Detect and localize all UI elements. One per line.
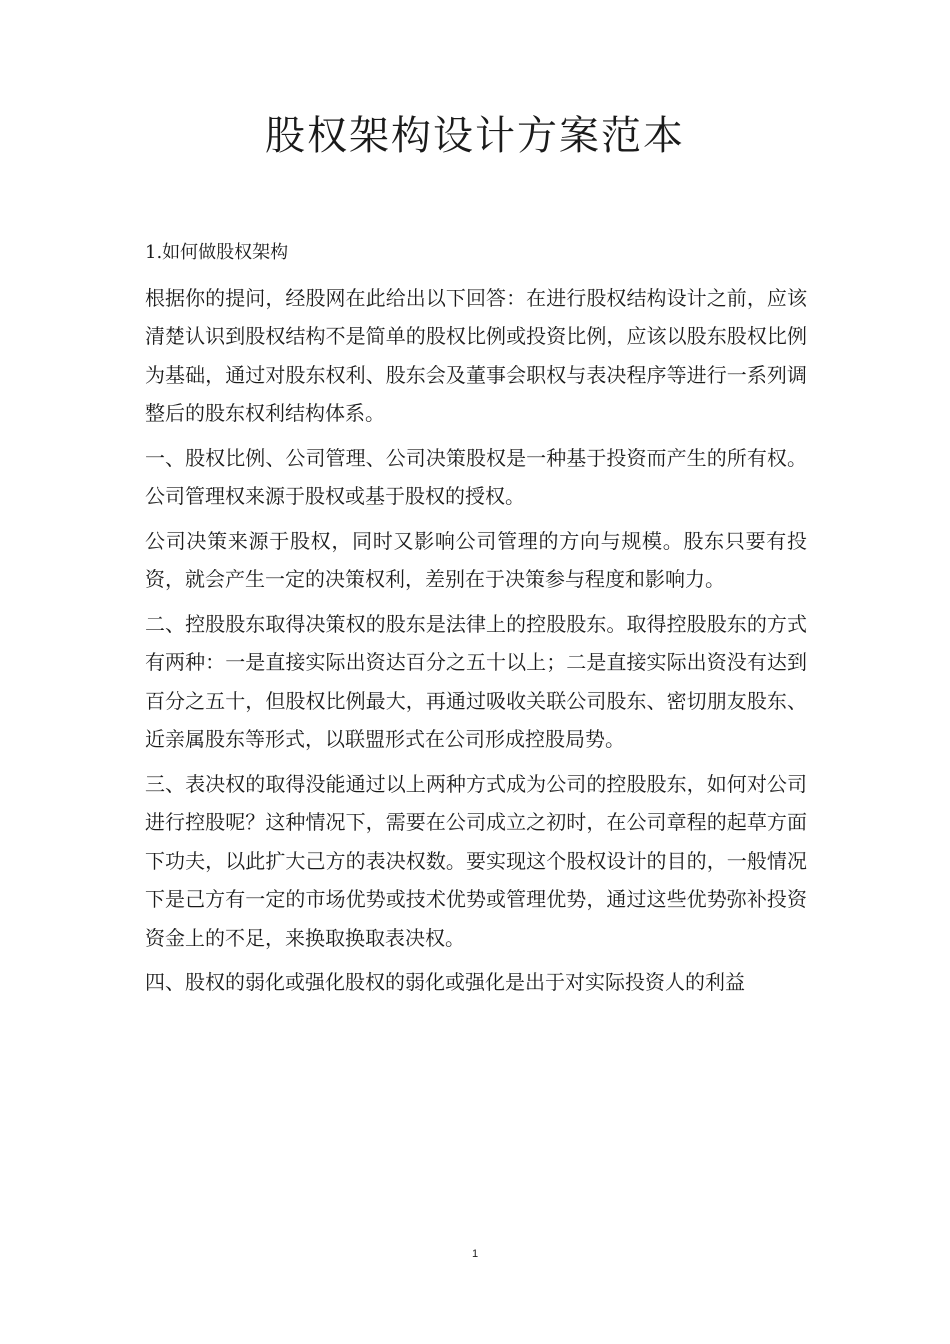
paragraph: 根据你的提问，经股网在此给出以下回答：在进行股权结构设计之前，应该清楚认识到股权结构不是简单的股权比例或投资比例，应该以股东股权比例为基础，通过对股东权利、股东会及董事会职权与表决程序等进行一系列调整后的股东权利结构体系。 bbox=[145, 285, 807, 425]
paragraph: 四、股权的弱化或强化股权的弱化或强化是出于对实际投资人的利益 bbox=[145, 970, 745, 994]
document-title: 股权架构设计方案范本 bbox=[265, 113, 685, 159]
section-heading: 1.如何做股权架构 bbox=[145, 242, 289, 263]
paragraph: 公司决策来源于股权，同时又影响公司管理的方向与规模。股东只要有投资，就会产生一定的决策权利，差别在于决策参与程度和影响力。 bbox=[145, 528, 807, 591]
paragraph: 三、表决权的取得没能通过以上两种方式成为公司的控股股东，如何对公司进行控股呢？这种情况下，需要在公司成立之初时，在公司章程的起草方面下功夫，以此扩大己方的表决权数。要实现这个股权设计的目的，一般情况下是己方有一定的市场优势或技术优势或管理优势，通过这些优势弥补投资资金上的不足，来换取换取表决权。 bbox=[145, 771, 807, 950]
paragraph: 二、控股股东取得决策权的股东是法律上的控股股东。取得控股股东的方式有两种：一是直接实际出资达百分之五十以上；二是直接实际出资没有达到百分之五十，但股权比例最大，再通过吸收关联公司股东、密切朋友股东、近亲属股东等形式，以联盟形式在公司形成控股局势。 bbox=[145, 611, 807, 751]
document-body bbox=[145, 234, 807, 1008]
paragraph: 一、股权比例、公司管理、公司决策股权是一种基于投资而产生的所有权。公司管理权来源于股权或基于股权的授权。 bbox=[145, 445, 807, 508]
page-number: 1 bbox=[471, 1248, 479, 1260]
